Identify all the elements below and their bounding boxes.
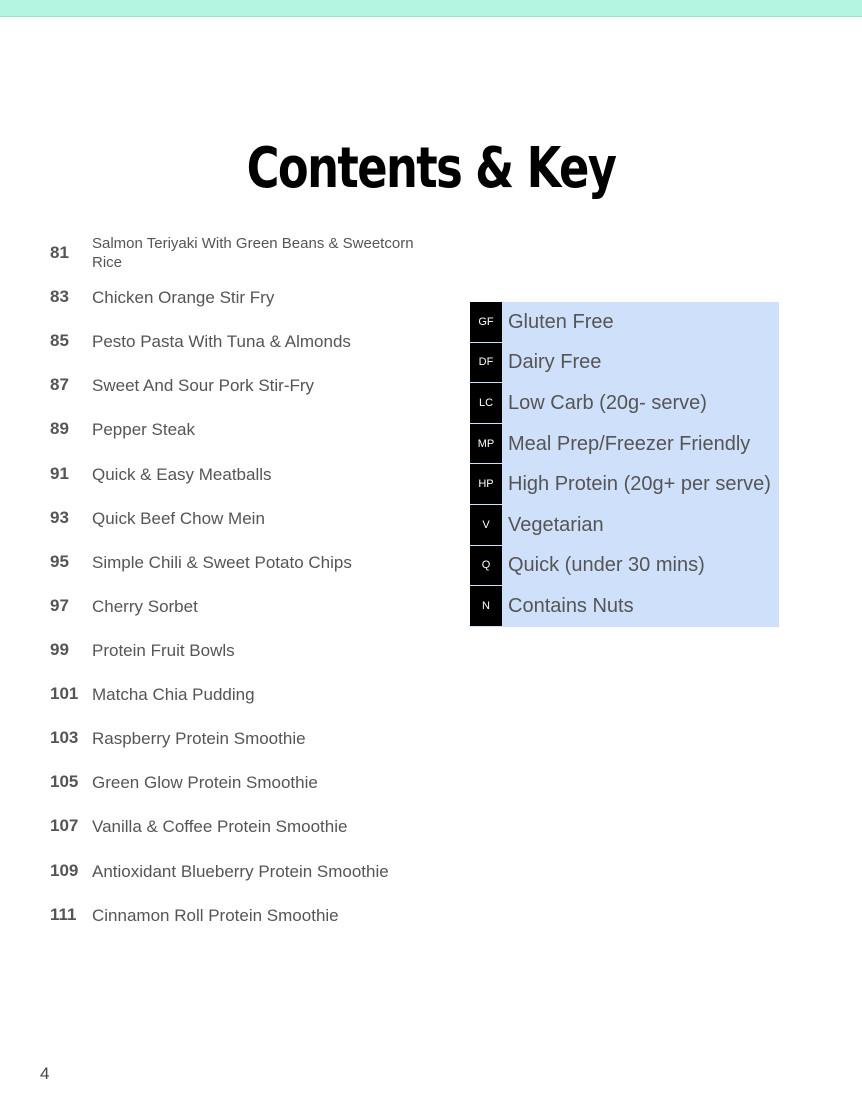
contents-item[interactable]	[40, 905, 440, 925]
contents-page-number: 95	[50, 552, 69, 571]
contents-item[interactable]	[40, 728, 440, 748]
contents-recipe-name: Pesto Pasta With Tuna & Almonds	[92, 331, 351, 351]
contents-recipe-name: Cinnamon Roll Protein Smoothie	[92, 905, 339, 925]
contents-item[interactable]	[40, 419, 440, 439]
key-item-contains-nuts	[470, 586, 779, 627]
contents-item[interactable]	[40, 684, 440, 704]
contents-recipe-name: Vanilla & Coffee Protein Smoothie	[92, 816, 348, 836]
key-item-low-carb	[470, 383, 779, 424]
key-label: Quick (under 30 mins)	[508, 554, 705, 577]
contents-page-number: 97	[50, 596, 69, 615]
key-badge: MP	[470, 424, 502, 465]
dietary-key	[470, 302, 779, 627]
contents-page-number: 93	[50, 508, 69, 527]
contents-item[interactable]	[40, 640, 440, 660]
contents-recipe-name: Antioxidant Blueberry Protein Smoothie	[92, 861, 389, 881]
key-item-vegetarian	[470, 505, 779, 546]
contents-page-number: 81	[50, 243, 69, 262]
contents-recipe-name: Salmon Teriyaki With Green Beans & Sweetcorn Rice	[92, 235, 414, 271]
contents-item[interactable]	[40, 596, 440, 616]
contents-recipe-name: Sweet And Sour Pork Stir-Fry	[92, 375, 315, 395]
key-badge: V	[470, 505, 502, 546]
key-item-quick	[470, 546, 779, 587]
key-badge: LC	[470, 383, 502, 424]
contents-item[interactable]	[40, 816, 440, 836]
contents-page-number: 111	[50, 905, 77, 924]
contents-page-number: 103	[50, 728, 79, 747]
key-badge: Q	[470, 546, 502, 587]
key-label: Gluten Free	[508, 310, 614, 333]
contents-item[interactable]	[40, 234, 440, 272]
contents-item[interactable]	[40, 287, 440, 307]
key-label: Low Carb (20g- serve)	[508, 391, 707, 414]
contents-page-number: 85	[50, 331, 69, 350]
contents-item[interactable]	[40, 508, 440, 528]
key-label: Meal Prep/Freezer Friendly	[508, 432, 751, 455]
top-band	[0, 0, 862, 17]
key-badge: DF	[470, 343, 502, 384]
contents-page-number: 101	[50, 684, 79, 703]
contents-item[interactable]	[40, 772, 440, 792]
page-number: 4	[40, 1064, 50, 1083]
key-badge: HP	[470, 464, 502, 505]
contents-page-number: 83	[50, 287, 69, 306]
contents-recipe-name: Cherry Sorbet	[92, 596, 198, 616]
contents-recipe-name: Pepper Steak	[92, 419, 196, 439]
contents-item[interactable]	[40, 464, 440, 484]
contents-recipe-name: Raspberry Protein Smoothie	[92, 728, 306, 748]
contents-page-number: 87	[50, 375, 69, 394]
contents-recipe-name: Simple Chili & Sweet Potato Chips	[92, 552, 352, 572]
key-label: Contains Nuts	[508, 594, 634, 617]
contents-item[interactable]	[40, 375, 440, 395]
key-badge: GF	[470, 302, 502, 343]
key-label: Vegetarian	[508, 513, 604, 536]
contents-page-number: 91	[50, 464, 69, 483]
key-label: Dairy Free	[508, 351, 602, 374]
contents-recipe-name: Chicken Orange Stir Fry	[92, 287, 275, 307]
contents-page-number: 89	[50, 419, 69, 438]
key-badge: N	[470, 586, 502, 627]
key-label: High Protein (20g+ per serve)	[508, 473, 771, 496]
key-item-meal-prep	[470, 424, 779, 465]
key-item-high-protein	[470, 464, 779, 505]
contents-recipe-name: Green Glow Protein Smoothie	[92, 772, 318, 792]
key-item-gluten-free	[470, 302, 779, 343]
contents-recipe-name: Quick & Easy Meatballs	[92, 464, 272, 484]
contents-page-number: 107	[50, 816, 79, 835]
contents-page-number: 105	[50, 772, 79, 791]
contents-recipe-name: Quick Beef Chow Mein	[92, 508, 265, 528]
contents-item[interactable]	[40, 861, 440, 881]
contents-item[interactable]	[40, 552, 440, 572]
contents-recipe-name: Matcha Chia Pudding	[92, 684, 255, 704]
key-item-dairy-free	[470, 343, 779, 384]
contents-item[interactable]	[40, 331, 440, 351]
contents-page-number: 99	[50, 640, 69, 659]
contents-page-number: 109	[50, 861, 79, 880]
contents-recipe-name: Protein Fruit Bowls	[92, 640, 235, 660]
page-title: Contents & Key	[246, 136, 616, 201]
